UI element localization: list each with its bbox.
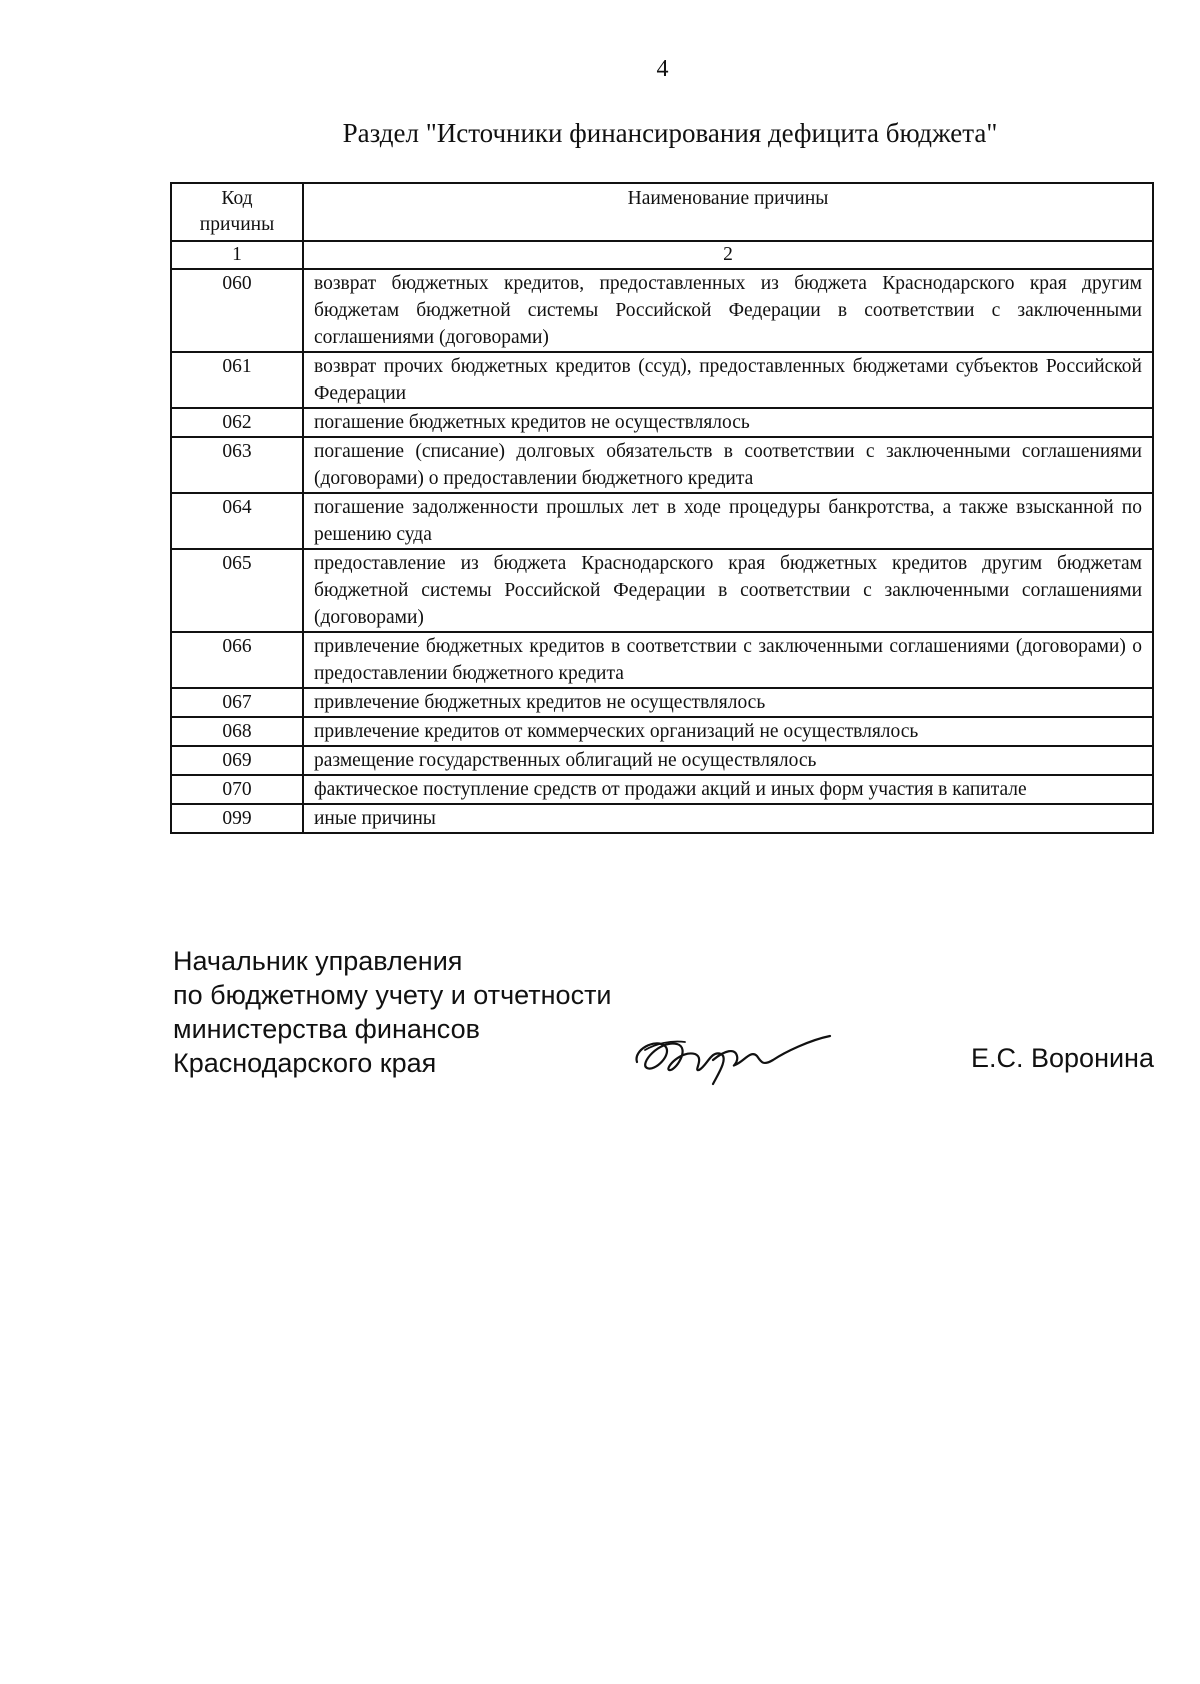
table-body (171, 269, 1153, 833)
reasons-table (170, 182, 1154, 834)
reason-code: 066 (171, 632, 303, 688)
reason-code: 063 (171, 437, 303, 493)
table-row (171, 437, 1153, 493)
table-row (171, 632, 1153, 688)
table-row (171, 804, 1153, 833)
reason-code: 070 (171, 775, 303, 804)
reason-name: возврат прочих бюджетных кредитов (ссуд), предоставленных бюджетами субъектов Российской Федерации (303, 352, 1153, 408)
table-row (171, 352, 1153, 408)
reason-name: предоставление из бюджета Краснодарского края бюджетных кредитов другим бюджетам бюджетной системы Российской Федерации в соответствии с заключенными соглашениями (договорами) (303, 549, 1153, 632)
table-row (171, 269, 1153, 352)
header-name: Наименование причины (303, 183, 1153, 241)
table-row (171, 688, 1153, 717)
table-row (171, 549, 1153, 632)
column-number-name: 2 (303, 241, 1153, 269)
table-row (171, 408, 1153, 437)
reason-code: 060 (171, 269, 303, 352)
reason-name: иные причины (303, 804, 1153, 833)
position-line: Начальник управления (173, 946, 463, 976)
handwritten-signature (625, 1010, 835, 1090)
reason-code: 064 (171, 493, 303, 549)
column-number-code: 1 (171, 241, 303, 269)
section-title: Раздел "Источники финансирования дефицита бюджета" (342, 118, 998, 148)
signature-position (173, 944, 612, 1080)
position-line: по бюджетному учету и отчетности (173, 980, 612, 1010)
reason-code: 061 (171, 352, 303, 408)
reason-code: 099 (171, 804, 303, 833)
reason-name: размещение государственных облигаций не осуществлялось (303, 746, 1153, 775)
reason-name: погашение задолженности прошлых лет в ходе процедуры банкротства, а также взысканной по решению суда (303, 493, 1153, 549)
reason-name: погашение (списание) долговых обязательств в соответствии с заключенными соглашениями (договорами) о предоставлении бюджетного кредита (303, 437, 1153, 493)
table-row (171, 746, 1153, 775)
table-header-row (171, 183, 1153, 241)
page-number: 4 (656, 56, 669, 82)
reason-code: 065 (171, 549, 303, 632)
header-code: Код причины (171, 183, 303, 241)
reason-code: 069 (171, 746, 303, 775)
reason-name: привлечение бюджетных кредитов не осуществлялось (303, 688, 1153, 717)
reason-name: привлечение бюджетных кредитов в соответствии с заключенными соглашениями (договорами) о предоставлении бюджетного кредита (303, 632, 1153, 688)
position-line: Краснодарского края (173, 1048, 437, 1078)
reason-name: привлечение кредитов от коммерческих организаций не осуществлялось (303, 717, 1153, 746)
reason-name: возврат бюджетных кредитов, предоставленных из бюджета Краснодарского края другим бюджетам бюджетной системы Российской Федерации в соответствии с заключенными соглашениями (договорами) (303, 269, 1153, 352)
position-line: министерства финансов (173, 1014, 480, 1044)
table-row (171, 775, 1153, 804)
column-number-row (171, 241, 1153, 269)
reason-name: погашение бюджетных кредитов не осуществлялось (303, 408, 1153, 437)
table-row (171, 717, 1153, 746)
signer-name: Е.С. Воронина (971, 1043, 1154, 1073)
reason-code: 068 (171, 717, 303, 746)
reason-code: 067 (171, 688, 303, 717)
reason-name: фактическое поступление средств от продажи акций и иных форм участия в капитале (303, 775, 1153, 804)
table-row (171, 493, 1153, 549)
reason-code: 062 (171, 408, 303, 437)
